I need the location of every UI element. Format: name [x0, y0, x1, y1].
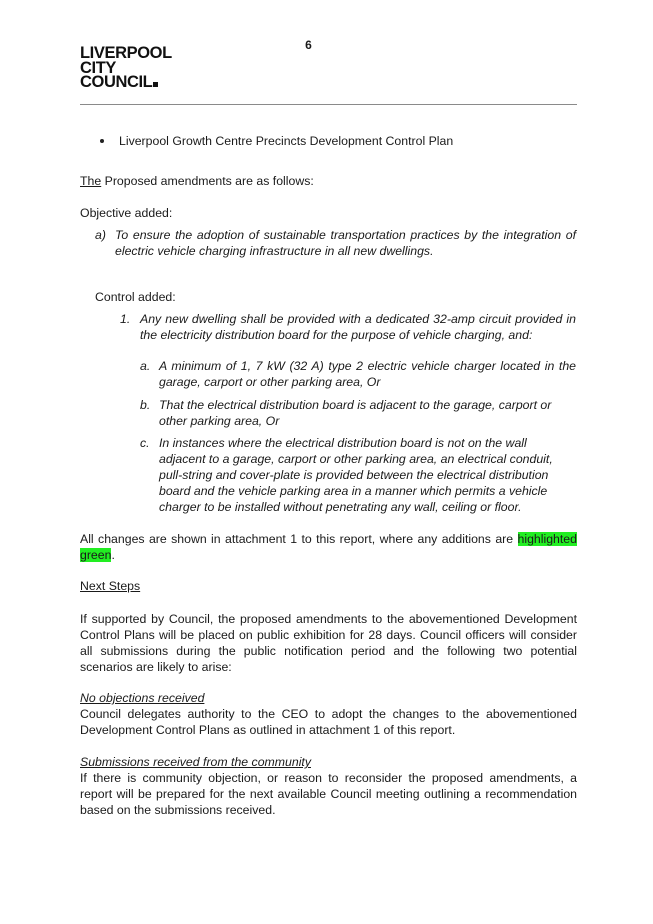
control-heading: Control added:	[95, 290, 176, 304]
scenario-1-heading: No objections received	[80, 691, 205, 705]
subitem-c-text: In instances where the electrical distribution board is not on the wall adjacent to a garage, carport or other parking area, an electrical conduit, pull-string and cover-plate is provided between the electrical distribution board and the vehicle parking area in a manner which permits a vehicle charger to be installed without penetrating any wall, ceiling or floor.	[159, 436, 553, 514]
subitem-c-marker: c.	[140, 436, 150, 450]
objective-heading: Objective added:	[80, 206, 173, 220]
control-marker: 1.	[120, 312, 131, 326]
logo-dot-icon	[153, 82, 158, 87]
council-logo	[80, 46, 172, 90]
logo-line-2: CITY	[80, 58, 116, 77]
bullet-icon	[100, 139, 104, 143]
highlighted-text: highlighted green	[80, 532, 577, 562]
subitem-b-text: That the electrical distribution board is adjacent to the garage, carport or other parking area, Or	[159, 398, 552, 428]
next-steps-paragraph: If supported by Council, the proposed amendments to the abovementioned Development Control Plans will be placed on public exhibition for 28 days. Council officers will consider all submissions during the public notification period and the following two potential scenarios are likely to arise:	[80, 612, 577, 674]
subitem-b-marker: b.	[140, 398, 151, 412]
page-number: 6	[305, 38, 312, 52]
control-text: Any new dwelling shall be provided with a dedicated 32-amp circuit provided in the electricity distribution board for the purpose of vehicle charging, and:	[140, 312, 576, 342]
scenario-1-text: Council delegates authority to the CEO to adopt the changes to the abovementioned Development Control Plans as outlined in attachment 1 of this report.	[80, 707, 577, 737]
scenario-2-text: If there is community objection, or reason to reconsider the proposed amendments, a report will be prepared for the next available Council meeting outlining a recommendation based on the submissions received.	[80, 771, 577, 817]
logo-line-3: COUNCIL	[80, 75, 172, 90]
subitem-a-text: A minimum of 1, 7 kW (32 A) type 2 electric vehicle charger located in the garage, carport or other parking area, Or	[159, 359, 576, 389]
next-steps-heading: Next Steps	[80, 579, 141, 593]
header-divider	[80, 104, 577, 105]
intro-paragraph: The Proposed amendments are as follows:	[80, 174, 314, 188]
subitem-a-marker: a.	[140, 359, 151, 373]
logo-line-1: LIVERPOOL	[80, 44, 172, 62]
objective-marker: a)	[95, 228, 106, 242]
objective-text: To ensure the adoption of sustainable transportation practices by the integration of electric vehicle charging infrastructure in all new dwellings.	[115, 228, 576, 258]
scenario-2-heading: Submissions received from the community	[80, 755, 311, 769]
changes-paragraph: All changes are shown in attachment 1 to this report, where any additions are highlighted green.	[80, 532, 577, 562]
bullet-item: Liverpool Growth Centre Precincts Development Control Plan	[119, 134, 454, 148]
